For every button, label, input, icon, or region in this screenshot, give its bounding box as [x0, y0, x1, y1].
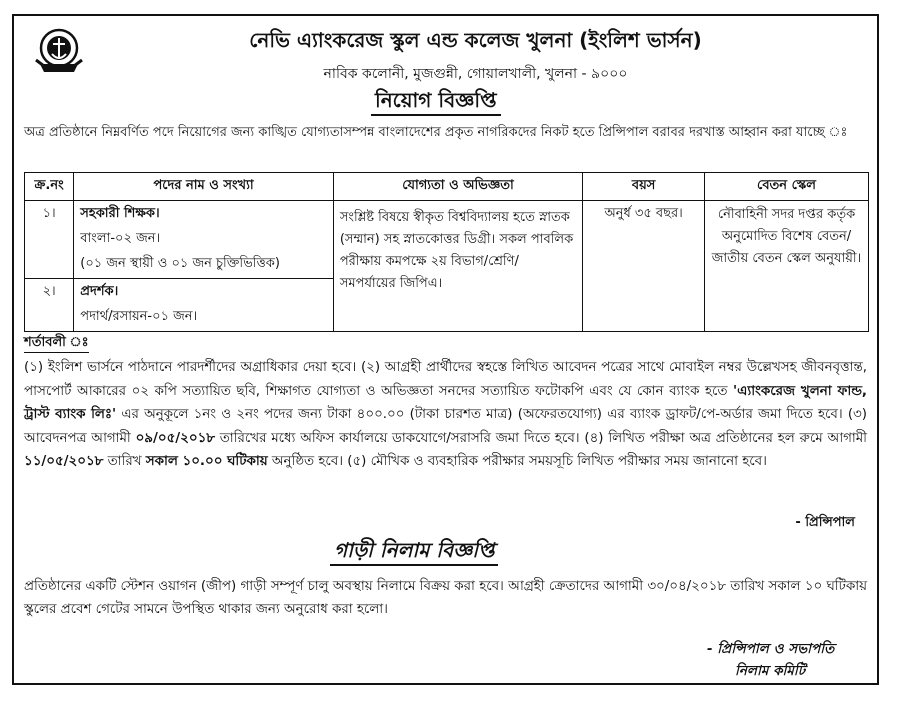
terms-text: অনুষ্ঠিত হবে। (৫) মৌখিক ও ব্যবহারিক পরীক্ষার সময়সূচি লিখিত পরীক্ষার সময় জানানো হবে। [267, 454, 767, 469]
post-count: পদার্থ/রসায়ন-০১ জন। [80, 309, 198, 324]
auction-notice-title: গাড়ী নিলাম বিজ্ঞপ্তি [330, 536, 498, 566]
exam-date: ১১/০৫/২০১৮ [24, 454, 104, 469]
terms-text: (১) ইংলিশ ভার্সনে পাঠদানে পারদর্শীদের অগ্রাধিকার দেয়া হবে। (২) আগ্রহী প্রার্থীদের স্বহস্তে লিখিত আবেদন পত্রের সাথে মোবাইল নম্বর উল্লেখসহ জীবনবৃত্তান্ত, পাসপোর্ট আকারের ০২ কপি সত্যায়িত ছবি, শিক্ষাগত যোগ্যতা ও অভিজ্ঞতা সনদের সত্যায়িত ফটোকপি এবং যে কোন ব্যাংক হতে [24, 360, 867, 399]
row-post-cell [74, 279, 334, 332]
intro-paragraph: অত্র প্রতিষ্ঠানে নিম্নবর্ণিত পদে নিয়োগের জন্য কাঙ্খিত যোগ্যতাসম্পন্ন বাংলাদেশের প্রকৃত নাগরিকদের নিকট হতে প্রিন্সিপাল বরাবর দরখাস্ত আহ্বান করা যাচ্ছে ঃ [24, 125, 848, 140]
signature-line: নিলাম কমিটি [735, 663, 806, 679]
table-row [25, 201, 869, 279]
header-serial: ক্র.নং [25, 173, 74, 201]
auction-paragraph: প্রতিষ্ঠানের একটি স্টেশন ওয়াগন (জীপ) গাড়ী সম্পূর্ণ চালু অবস্থায় নিলামে বিক্রয় করা হবে। আগ্রহী ক্রেতাদের আগামী ৩০/০৪/২০১৮ তারিখ সকাল ১০ ঘটিকায় স্কুলের প্রবেশ গেটের সামনে উপস্থিত থাকার জন্য অনুরোধ করা হলো। [24, 579, 867, 617]
post-count: বাংলা-০২ জন। [80, 231, 161, 246]
notice-frame [12, 14, 879, 685]
exam-time: সকাল ১০.০০ ঘটিকায় [145, 454, 268, 469]
post-detail: (০১ জন স্থায়ী ও ০১ জন চুক্তিভিত্তিক) [80, 256, 280, 271]
terms-text: তারিখ [103, 454, 146, 469]
row-serial: ২। [25, 279, 74, 332]
terms-text: তারিখের মধ্যে অফিস কার্যালয়ে ডাকযোগে/সরাসরি জমা দিতে হবে। (৪) লিখিত পরীক্ষা অত্র প্রতিষ্ঠানের হল রুমে আগামী [214, 430, 867, 446]
pay-scale-cell: নৌবাহিনী সদর দপ্তর কর্তৃক অনুমোদিত বিশেষ বেতন/জাতীয় বেতন স্কেল অনুযায়ী। [705, 201, 869, 332]
post-name: প্রদর্শক। [80, 284, 119, 299]
terms-paragraph [24, 356, 867, 474]
row-serial: ১। [25, 201, 74, 279]
auction-committee-signature [707, 638, 834, 682]
school-name: নেভি এ্যাংকরেজ স্কুল এন্ড কলেজ খুলনা (ইংলিশ ভার্সন) [249, 28, 702, 52]
row-post-cell [74, 201, 334, 279]
signature-line: - প্রিন্সিপাল ও সভাপতি [707, 641, 835, 657]
header-pay-scale: বেতন স্কেল [705, 173, 869, 201]
header-age: বয়স [583, 173, 705, 201]
application-deadline: ০৯/০৫/২০১৮ [135, 430, 215, 446]
posts-table [24, 172, 869, 332]
header-qualification: যোগ্যতা ও অভিজ্ঞতা [333, 173, 582, 201]
school-address: নাবিক কলোনী, মুজগুন্নী, গোয়ালখালী, খুলনা - ৯০০০ [323, 66, 628, 82]
terms-text: এর অনুকূলে ১নং ও ২নং পদের জন্য টাকা ৪০০.০০ (টাকা চারশত মাত্র) (অফেরতযোগ্য) এর ব্যাংক ড্রাফট/পে-অর্ডার জমা দিতে হবে। (৩) আবেদনপত্র আগামী [24, 407, 867, 446]
bank-account-name: 'এ্যাংকরেজ খুলনা ফান্ড, ট্রাস্ট ব্যাংক লিঃ' [24, 383, 867, 422]
qualification-cell: সংশ্লিষ্ট বিষয়ে স্বীকৃত বিশ্ববিদ্যালয় হতে স্নাতক (সম্মান) সহ স্নাতকোত্তর ডিগ্রী। সকল পাবলিক পরীক্ষায় কমপক্ষে ২য় বিভাগ/শ্রেণি/ সমপর্যায়ের জিপিএ। [333, 201, 582, 332]
header-post: পদের নাম ও সংখ্যা [74, 173, 334, 201]
post-name: সহকারী শিক্ষক। [80, 206, 160, 221]
recruitment-notice-title: নিয়োগ বিজ্ঞপ্তি [371, 86, 501, 116]
age-cell: অনুর্ধ ৩৫ বছর। [583, 201, 705, 332]
terms-heading: শর্তাবলী ঃ [24, 334, 89, 353]
principal-signature: - প্রিন্সিপাল [795, 515, 855, 530]
table-header-row [25, 173, 869, 201]
